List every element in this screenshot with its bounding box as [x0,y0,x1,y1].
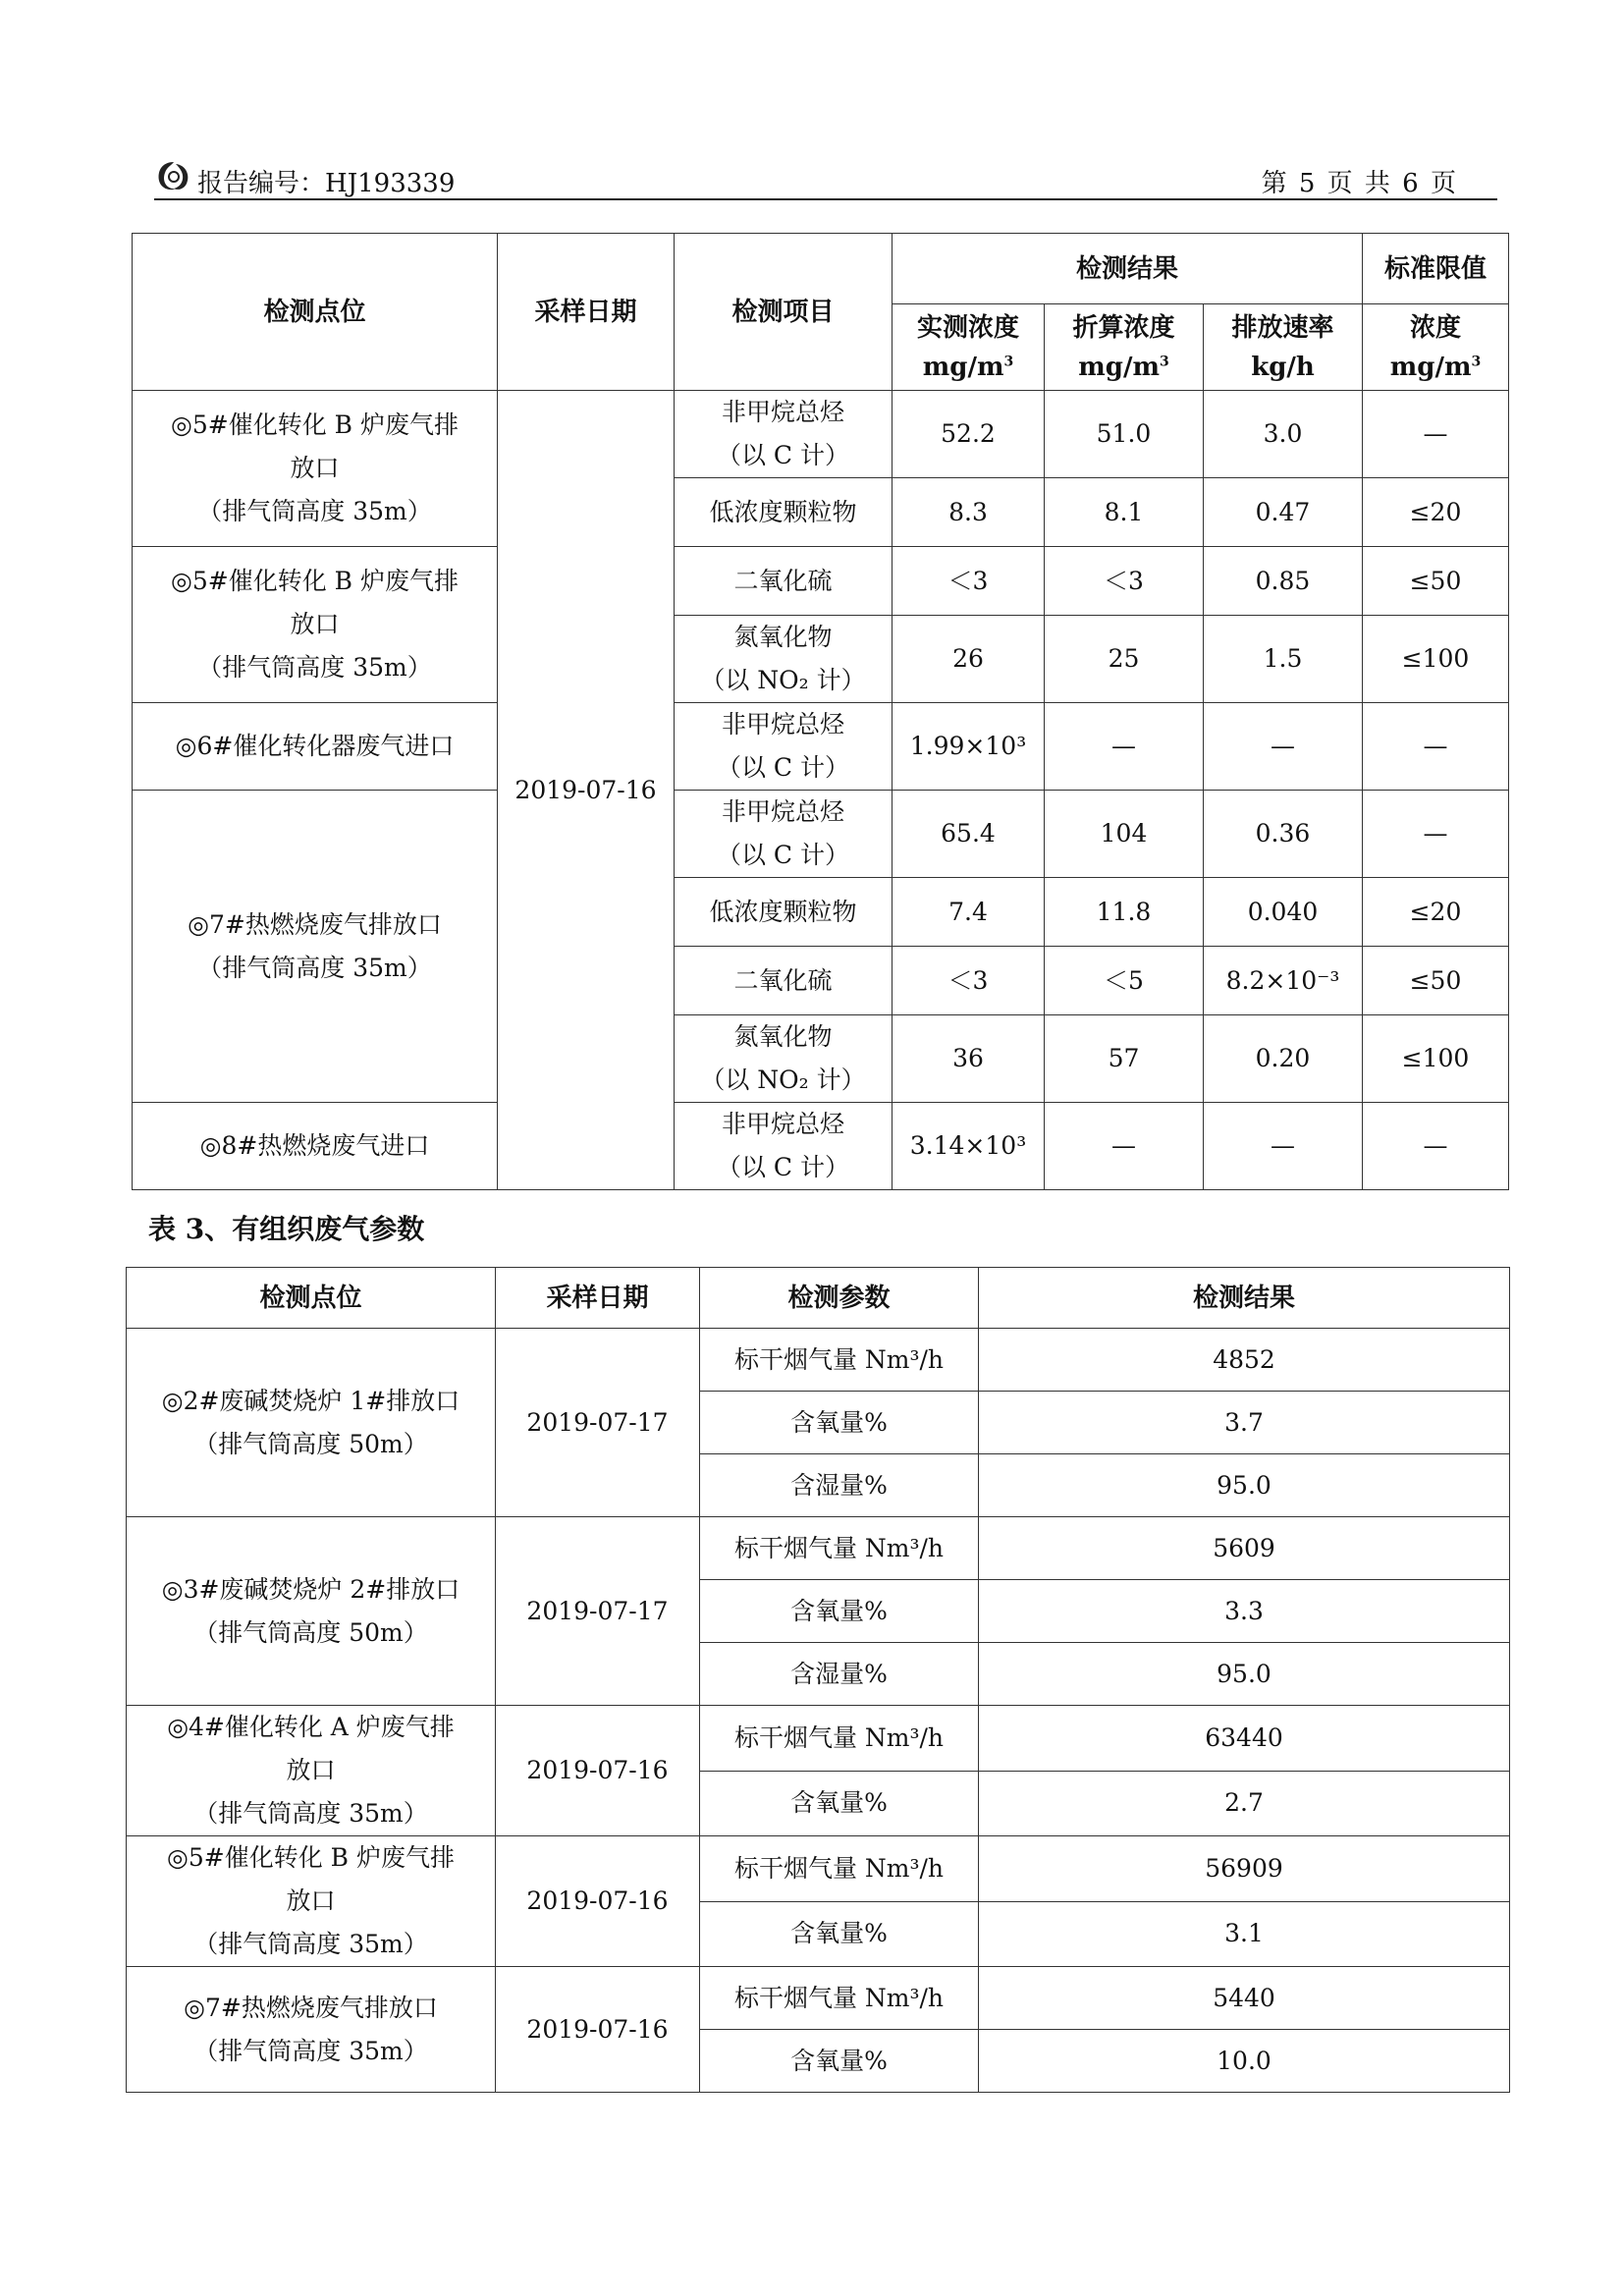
table-row [127,1836,1510,1902]
cell-line: 非甲烷总烃 [721,398,844,426]
sampling-date-cell: 2019-07-16 [496,1836,700,1967]
t2-header-param: 检测参数 [700,1268,979,1329]
cell-line: （排气筒高度 35m） [197,497,432,525]
header-conc: 浓度 $mg/m^3$ [1363,304,1509,391]
company-logo-icon [154,159,193,192]
cell-line: （以 C 计） [716,841,850,869]
test-item-cell [675,947,893,1015]
emission-rate-cell: 0.36 [1204,791,1363,878]
emission-rate-cell: — [1204,703,1363,791]
table-row [127,1706,1510,1772]
result-value-cell: 5609 [979,1517,1510,1580]
cell-line: ◎7#热燃烧废气排放口 [184,1993,438,2022]
limit-value-cell: ≤20 [1363,878,1509,947]
monitoring-point-cell [127,1329,496,1517]
cell-line: （排气筒高度 35m） [197,653,432,682]
cell-line: （排气筒高度 50m） [193,1429,428,1458]
sampling-date-cell: 2019-07-16 [496,1967,700,2093]
cell-line: ◎5#催化转化 B 炉废气排 [171,567,459,595]
parameter-cell: 含氧量% [700,1901,979,1967]
cell-line: ◎2#废碱焚烧炉 1#排放口 [161,1386,460,1415]
converted-value-cell: 104 [1045,791,1204,878]
test-item-cell [675,478,893,547]
cell-line: （排气筒高度 50m） [193,1617,428,1647]
converted-value-cell: — [1045,703,1204,791]
table-row [127,1517,1510,1580]
monitoring-point-cell [133,791,498,1103]
limit-value-cell: ≤100 [1363,616,1509,703]
page-header [154,155,1497,200]
emission-rate-cell: 3.0 [1204,391,1363,478]
result-value-cell: 5440 [979,1967,1510,2030]
limit-value-cell: ≤50 [1363,947,1509,1015]
cell-line: 放口 [290,610,340,638]
monitoring-point-cell [133,1103,498,1190]
cell-line: （排气筒高度 35m） [193,1799,428,1828]
cell-line: （以 C 计） [716,753,850,782]
sampling-date-cell: 2019-07-17 [496,1517,700,1706]
parameter-cell: 含氧量% [700,1580,979,1643]
emission-results-table [132,233,1509,1190]
cell-line: （排气筒高度 35m） [193,2036,428,2065]
cell-line: ◎5#催化转化 B 炉废气排 [171,410,459,439]
limit-value-cell: — [1363,1103,1509,1190]
parameter-cell: 标干烟气量 Nm³/h [700,1967,979,2030]
measured-value-cell: ＜3 [893,547,1045,616]
table3-title: 表 3、有组织废气参数 [148,1213,425,1245]
cell-line: 放口 [286,1756,336,1784]
measured-value-cell: 3.14×10³ [893,1103,1045,1190]
parameter-cell: 标干烟气量 Nm³/h [700,1706,979,1772]
converted-value-cell: — [1045,1103,1204,1190]
header-limit: 标准限值 [1363,234,1509,304]
cell-line: ◎5#催化转化 B 炉废气排 [167,1843,455,1872]
header-converted: 折算浓度 $mg/m^3$ [1045,304,1204,391]
monitoring-point-cell [133,703,498,791]
test-item-cell [675,547,893,616]
emission-rate-cell: 0.47 [1204,478,1363,547]
limit-value-cell: — [1363,791,1509,878]
limit-value-cell: ≤100 [1363,1015,1509,1103]
result-value-cell: 10.0 [979,2030,1510,2093]
cell-line: （排气筒高度 35m） [193,1930,428,1958]
cell-line: （以 C 计） [716,441,850,469]
header-rate: 排放速率 kg/h [1204,304,1363,391]
cell-line: 低浓度颗粒物 [709,897,857,926]
result-value-cell: 2.7 [979,1771,1510,1836]
cell-line: 非甲烷总烃 [721,710,844,738]
cell-line: ◎7#热燃烧废气排放口 [188,909,442,939]
result-value-cell: 63440 [979,1706,1510,1772]
t2-header-point: 检测点位 [127,1268,496,1329]
sampling-date-cell: 2019-07-17 [496,1329,700,1517]
table-row [127,1967,1510,2030]
test-item-cell [675,791,893,878]
report-number-value: HJ193339 [325,169,456,198]
monitoring-point-cell [127,1836,496,1967]
header-date: 采样日期 [498,234,675,391]
cell-line: 非甲烷总烃 [721,797,844,826]
converted-value-cell: 25 [1045,616,1204,703]
limit-value-cell: — [1363,703,1509,791]
parameter-cell: 含氧量% [700,1771,979,1836]
header-item: 检测项目 [675,234,893,391]
limit-value-cell: ≤20 [1363,478,1509,547]
result-value-cell: 4852 [979,1329,1510,1392]
parameter-cell: 含氧量% [700,1392,979,1454]
table-row [127,1329,1510,1392]
monitoring-point-cell [133,391,498,547]
emission-rate-cell: — [1204,1103,1363,1190]
result-value-cell: 3.1 [979,1901,1510,1967]
monitoring-point-cell [127,1967,496,2093]
t2-header-result: 检测结果 [979,1268,1510,1329]
report-number [197,163,455,199]
converted-value-cell: 11.8 [1045,878,1204,947]
cell-line: ◎6#催化转化器废气进口 [175,732,455,760]
cell-line: 低浓度颗粒物 [709,497,857,526]
cell-line: （以 NO₂ 计） [700,1066,866,1094]
cell-line: ◎3#废碱焚烧炉 2#排放口 [161,1574,460,1604]
cell-line: 氮氧化物 [733,1022,833,1051]
sampling-date-cell: 2019-07-16 [496,1706,700,1836]
page-number: 第 5 页 共 6 页 [1261,169,1458,198]
sampling-date-cell: 2019-07-16 [498,391,675,1190]
monitoring-point-cell [127,1517,496,1706]
header-measured: 实测浓度 $mg/m^3$ [893,304,1045,391]
parameter-cell: 标干烟气量 Nm³/h [700,1329,979,1392]
result-value-cell: 56909 [979,1836,1510,1902]
measured-value-cell: 7.4 [893,878,1045,947]
header-results: 检测结果 [893,234,1363,304]
converted-value-cell: 8.1 [1045,478,1204,547]
cell-line: 氮氧化物 [733,623,833,651]
test-item-cell [675,1103,893,1190]
test-item-cell [675,703,893,791]
parameter-cell: 标干烟气量 Nm³/h [700,1517,979,1580]
test-item-cell [675,616,893,703]
converted-value-cell: ＜5 [1045,947,1204,1015]
measured-value-cell: 1.99×10³ [893,703,1045,791]
result-value-cell: 3.3 [979,1580,1510,1643]
converted-value-cell: 51.0 [1045,391,1204,478]
test-item-cell [675,391,893,478]
emission-rate-cell: 0.040 [1204,878,1363,947]
limit-value-cell: — [1363,391,1509,478]
parameter-cell: 含氧量% [700,2030,979,2093]
measured-value-cell: 36 [893,1015,1045,1103]
cell-line: 二氧化硫 [733,566,833,595]
header-point: 检测点位 [133,234,498,391]
measured-value-cell: 65.4 [893,791,1045,878]
cell-line: 非甲烷总烃 [721,1110,844,1138]
cell-line: （以 C 计） [716,1153,850,1181]
cell-line: ◎8#热燃烧废气进口 [199,1131,430,1160]
table-row [133,547,1509,616]
cell-line: （排气筒高度 35m） [197,953,432,982]
result-value-cell: 3.7 [979,1392,1510,1454]
converted-value-cell: 57 [1045,1015,1204,1103]
limit-value-cell: ≤50 [1363,547,1509,616]
parameter-cell: 标干烟气量 Nm³/h [700,1836,979,1902]
flue-gas-parameters-table [126,1267,1510,2093]
cell-line: （以 NO₂ 计） [700,666,866,694]
monitoring-point-cell [127,1706,496,1836]
result-value-cell: 95.0 [979,1643,1510,1706]
measured-value-cell: 8.3 [893,478,1045,547]
parameter-cell: 含湿量% [700,1454,979,1517]
report-number-label: 报告编号： [197,169,326,198]
cell-line: 放口 [290,454,340,482]
cell-line: 放口 [286,1886,336,1915]
table-row [133,391,1509,478]
result-value-cell: 95.0 [979,1454,1510,1517]
table-row [133,703,1509,791]
test-item-cell [675,878,893,947]
emission-rate-cell: 1.5 [1204,616,1363,703]
parameter-cell: 含湿量% [700,1643,979,1706]
measured-value-cell: 52.2 [893,391,1045,478]
table-row [133,1103,1509,1190]
converted-value-cell: ＜3 [1045,547,1204,616]
table-row [133,791,1509,878]
t2-header-date: 采样日期 [496,1268,700,1329]
cell-line: ◎4#催化转化 A 炉废气排 [167,1713,455,1741]
emission-rate-cell: 0.20 [1204,1015,1363,1103]
test-item-cell [675,1015,893,1103]
monitoring-point-cell [133,547,498,703]
emission-rate-cell: 8.2×10⁻³ [1204,947,1363,1015]
measured-value-cell: ＜3 [893,947,1045,1015]
emission-rate-cell: 0.85 [1204,547,1363,616]
cell-line: 二氧化硫 [733,965,833,995]
measured-value-cell: 26 [893,616,1045,703]
